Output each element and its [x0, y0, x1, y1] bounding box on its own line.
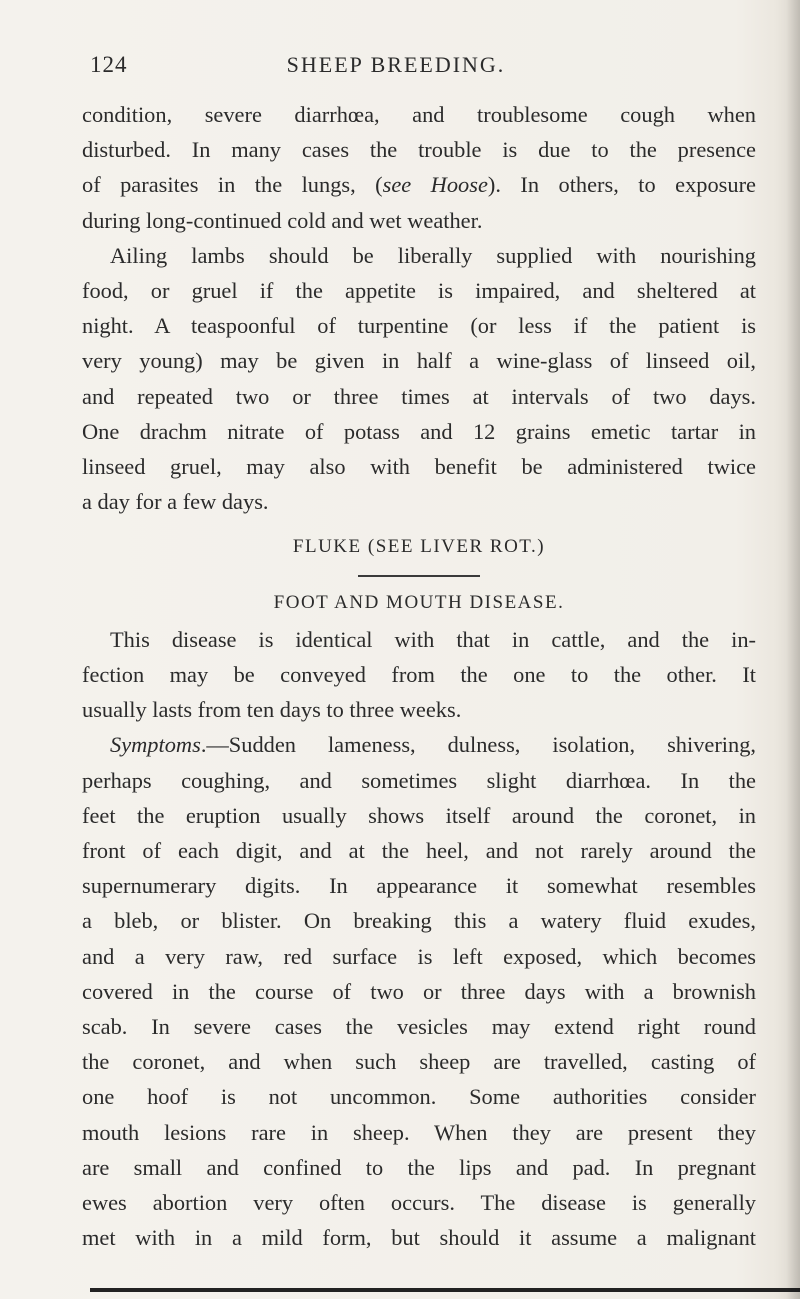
text-line: usually lasts from ten days to three weeks.	[82, 697, 462, 723]
italic-symptoms: Symptoms	[110, 732, 201, 758]
text-line: scab. In severe cases the vesicles may extend right round	[82, 1014, 756, 1040]
text-line: This disease is identical with that in cattle, and the in-	[110, 626, 756, 652]
text-line: are small and confined to the lips and pad. In pregnant	[82, 1154, 756, 1180]
page-edge-shadow	[786, 0, 800, 1299]
text-line: one hoof is not uncommon. Some authorities consider	[82, 1084, 756, 1110]
text-line: Symptoms.—Sudden lameness, dulness, isolation, shivering,	[110, 732, 756, 758]
running-head: SHEEP BREEDING.	[286, 52, 506, 77]
text-line: feet the eruption usually shows itself around the coronet, in	[82, 802, 756, 828]
text-line: mouth lesions rare in sheep. When they are present they	[82, 1119, 756, 1145]
text-line: front of each digit, and at the heel, and not rarely around the	[82, 838, 756, 864]
italic-see-hoose: see Hoose	[382, 172, 488, 198]
section-divider	[358, 575, 480, 577]
text-line: covered in the course of two or three days with a brownish	[82, 978, 756, 1004]
text-line: Ailing lambs should be liberally supplied with nourishing	[110, 242, 756, 268]
page-number: 124	[90, 52, 128, 77]
body-text	[82, 97, 756, 1256]
text-line: during long-continued cold and wet weather.	[82, 207, 483, 233]
text-line: and repeated two or three times at intervals of two days.	[82, 383, 756, 409]
text-line: met with in a mild form, but should it assume a malignant	[82, 1225, 756, 1251]
text-line: fection may be conveyed from the one to the other. It	[82, 662, 756, 688]
page-bottom-edge	[90, 1288, 800, 1292]
section-heading-fluke: FLUKE (SEE LIVER ROT.)	[292, 536, 546, 558]
text-line: very young) may be given in half a wine-glass of linseed oil,	[82, 348, 756, 374]
text-line: and a very raw, red surface is left exposed, which becomes	[82, 943, 756, 969]
text-line: night. A teaspoonful of turpentine (or less if the patient is	[82, 313, 756, 339]
text-line: ewes abortion very often occurs. The disease is generally	[82, 1190, 756, 1216]
text-line: perhaps coughing, and sometimes slight diarrhœa. In the	[82, 767, 756, 793]
text-line: disturbed. In many cases the trouble is due to the presence	[82, 137, 756, 163]
text-line: One drachm nitrate of potass and 12 grains emetic tartar in	[82, 418, 756, 444]
text-line: a day for a few days.	[82, 489, 269, 515]
text-line: supernumerary digits. In appearance it somewhat resembles	[82, 873, 756, 899]
section-heading-foot-and-mouth: FOOT AND MOUTH DISEASE.	[273, 591, 565, 613]
page-header	[90, 52, 702, 82]
text-line: food, or gruel if the appetite is impaired, and sheltered at	[82, 278, 756, 304]
text-line: a bleb, or blister. On breaking this a watery fluid exudes,	[82, 908, 756, 934]
text-line: the coronet, and when such sheep are travelled, casting of	[82, 1049, 756, 1075]
text-line: linseed gruel, may also with benefit be administered twice	[82, 454, 756, 480]
text-line: of parasites in the lungs, (see Hoose). In others, to exposure	[82, 172, 756, 198]
text-line: condition, severe diarrhœa, and troublesome cough when	[82, 102, 756, 127]
